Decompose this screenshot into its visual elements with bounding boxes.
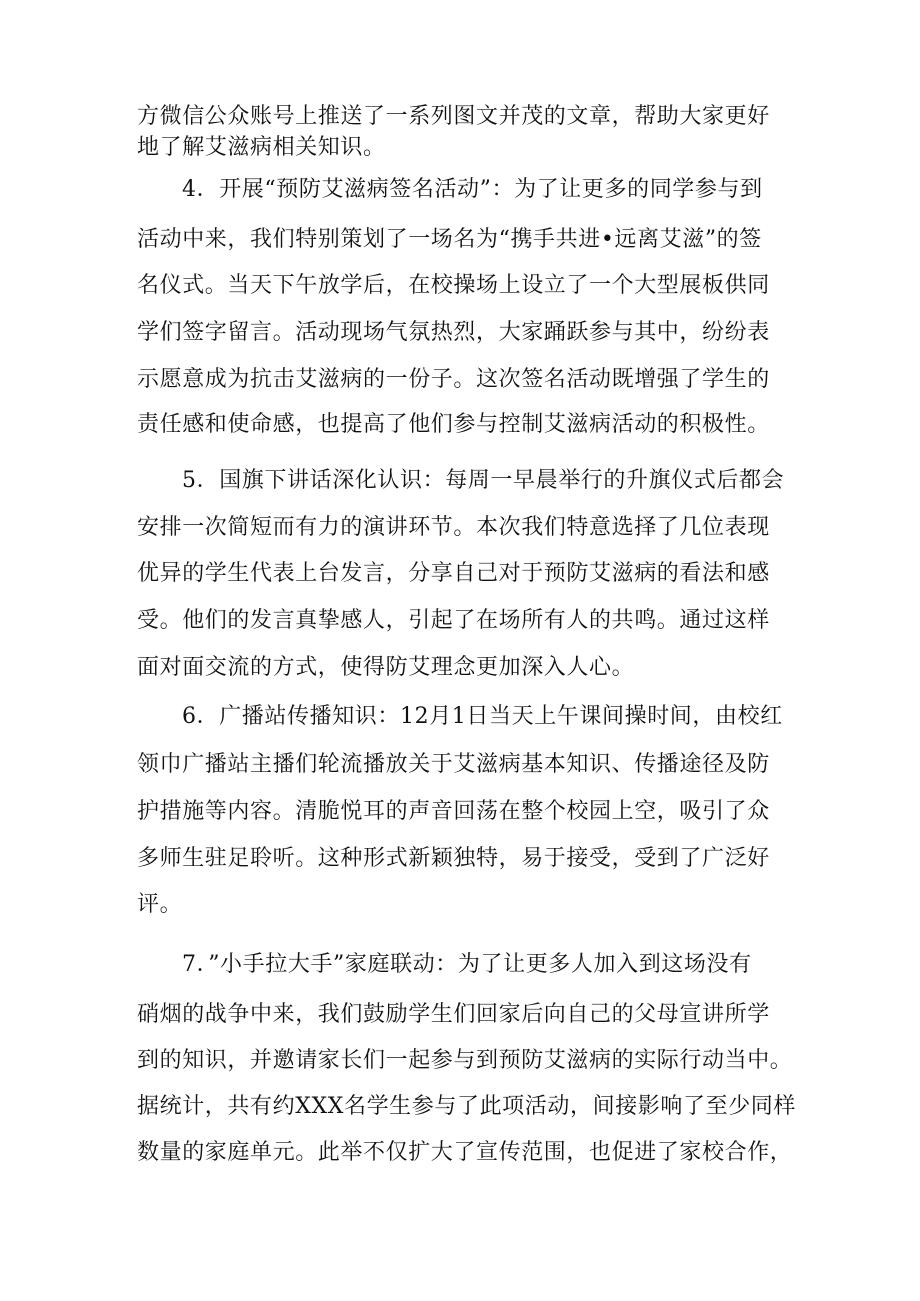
paragraph-7-start: 7．”小手拉大手”家庭联动：为了让更多人加入到这场没有 (182, 952, 752, 977)
text-line-4: 活动中来，我们特别策划了一场名为“携手共进•远离艾滋”的签 (137, 227, 762, 252)
text-line-10: 安排一次简短而有力的演讲环节。本次我们特意选择了几位表现 (137, 515, 770, 540)
paragraph-5-start: 5．国旗下讲话深化认识：每周一早晨举行的升旗仪式后都会 (182, 468, 785, 493)
text-line-15: 领巾广播站主播们轮流播放关于艾滋病基本知识、传播途径及防 (137, 752, 770, 777)
text-line-6: 学们签字留言。活动现场气氛热烈，大家踊跃参与其中，纷纷表 (137, 320, 770, 345)
text-line-17: 多师生驻足聆听。这种形式新颖独特，易于接受，受到了广泛好 (137, 846, 770, 871)
paragraph-6-start: 6．广播站传播知识：12月1日当天上午课间操时间，由校红 (182, 704, 783, 729)
paragraph-4-start: 4．开展“预防艾滋病签名活动”：为了让更多的同学参与到 (182, 177, 763, 202)
text-line-13: 面对面交流的方式，使得防艾理念更加深入人心。 (137, 655, 635, 680)
text-line-1: 方微信公众账号上推送了一系列图文并茂的文章，帮助大家更好 (137, 104, 770, 129)
text-line-23: 数量的家庭单元。此举不仅扩大了宣传范围，也促进了家校合作， (137, 1140, 793, 1165)
text-line-16: 护措施等内容。清脆悦耳的声音回荡在整个校园上空，吸引了众 (137, 799, 770, 824)
text-line-8: 责任感和使命感，也提高了他们参与控制艾滋病活动的积极性。 (137, 412, 770, 437)
text-line-18: 评。 (137, 892, 183, 917)
text-line-11: 优异的学生代表上台发言，分享自己对于预防艾滋病的看法和感 (137, 561, 770, 586)
text-line-2: 地了解艾滋病相关知识。 (137, 135, 386, 160)
text-line-22: 据统计，共有约XXX名学生参与了此项活动，间接影响了至少同样 (137, 1094, 796, 1119)
text-line-20: 硝烟的战争中来，我们鼓励学生们回家后向自己的父母宣讲所学 (137, 1002, 770, 1027)
text-line-21: 到的知识，并邀请家长们一起参与到预防艾滋病的实际行动当中。 (137, 1048, 793, 1073)
text-line-12: 受。他们的发言真挚感人，引起了在场所有人的共鸣。通过这样 (137, 608, 770, 633)
text-line-5: 名仪式。当天下午放学后，在校操场上设立了一个大型展板供同 (137, 273, 770, 298)
text-line-7: 示愿意成为抗击艾滋病的一份子。这次签名活动既增强了学生的 (137, 367, 770, 392)
